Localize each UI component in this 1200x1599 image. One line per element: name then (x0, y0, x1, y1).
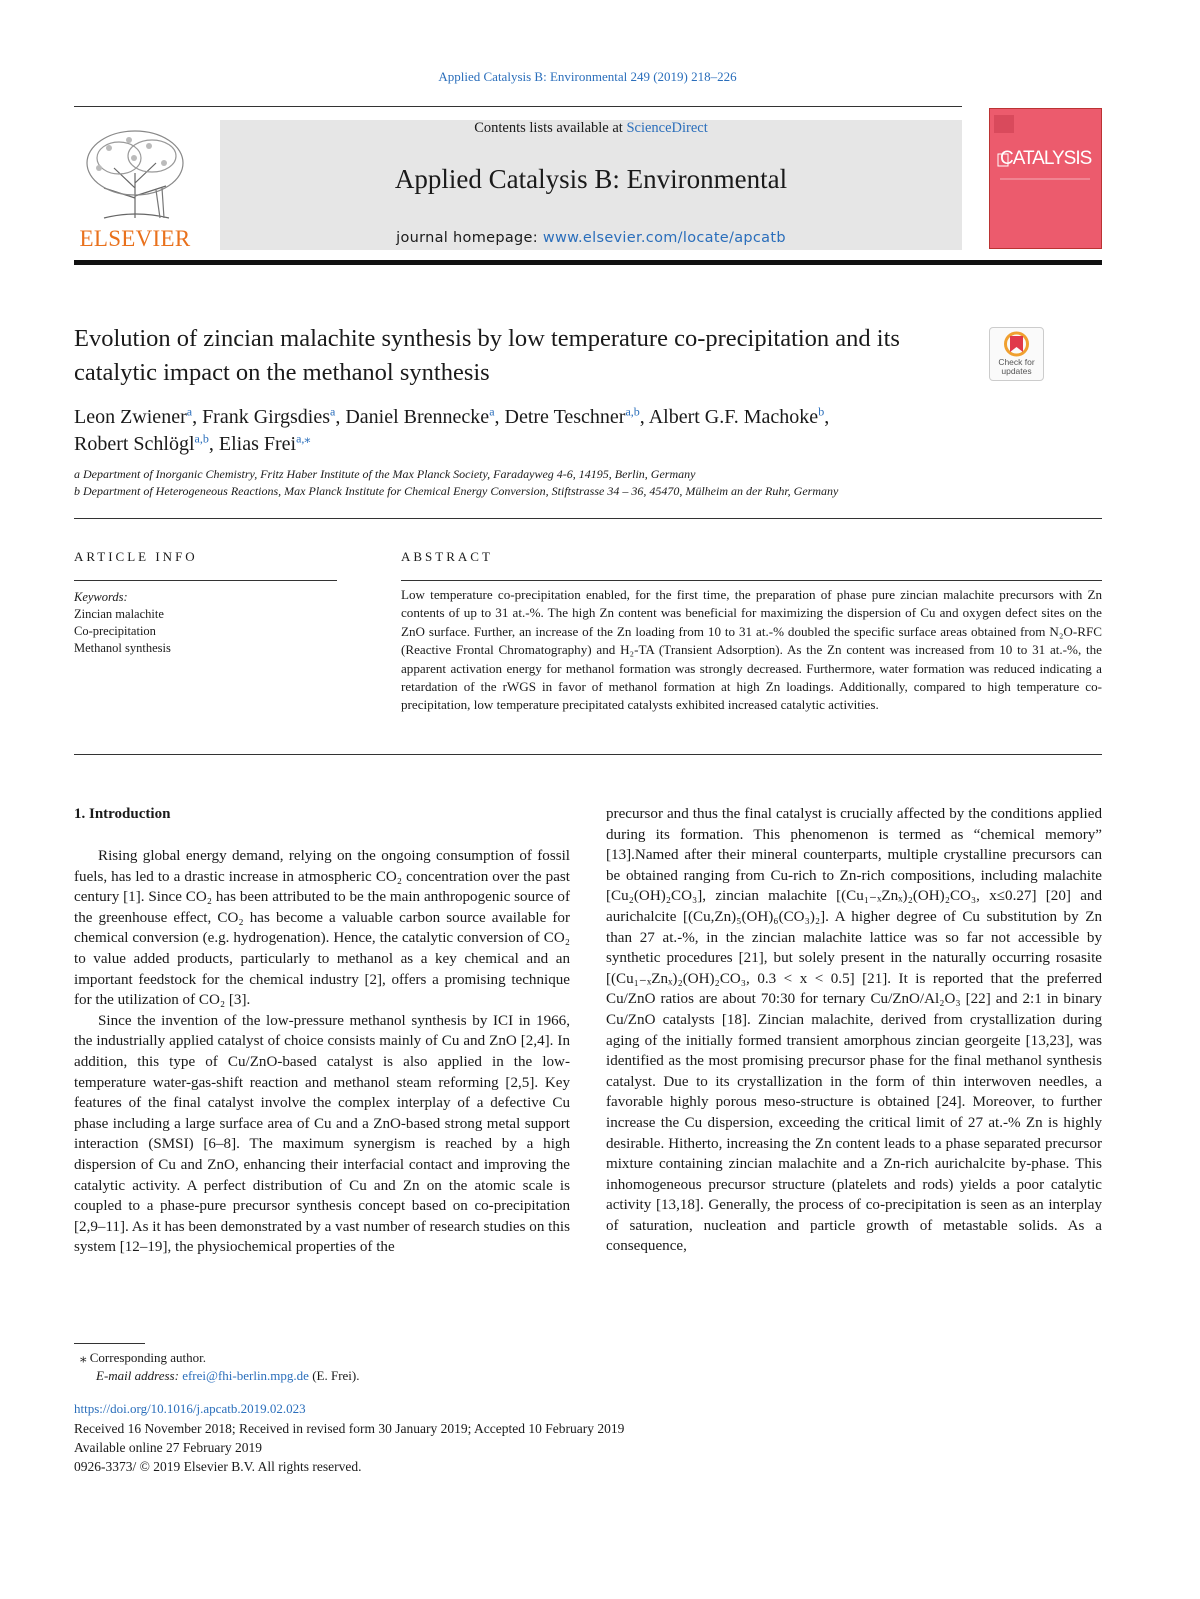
sciencedirect-link[interactable]: ScienceDirect (626, 120, 708, 136)
author-separator: , (192, 406, 203, 428)
author-affiliation-marker[interactable]: a (186, 404, 193, 419)
author-affiliation-marker[interactable]: a (489, 404, 495, 419)
author-separator: , (824, 406, 830, 428)
homepage-line (220, 230, 962, 246)
author-separator: , (494, 406, 505, 428)
abstract-rule (401, 580, 1102, 581)
corresponding-author-note: ⁎ Corresponding author. (80, 1350, 207, 1365)
keywords-label: Keywords: (74, 590, 128, 604)
check-updates-bookmark-icon (990, 328, 1043, 358)
author-affiliation-marker[interactable]: a,b (625, 404, 640, 419)
article-info-rule (74, 580, 337, 581)
homepage-link[interactable]: www.elsevier.com/locate/apcatb (542, 230, 786, 246)
article-info-heading: ARTICLE INFO (74, 549, 198, 564)
abstract-text: Low temperature co-precipitation enabled, for the first time, the preparation of phase pure zincian malachite precursors with Zn contents of up to 31 at.-%. The high Zn content was beneficial for maximizing the dispersion of Cu and oxygen defect sites on the ZnO surface. Further, an increase of the Zn loading from 10 to 31 at.-% doubled the specific surface areas obtained from N₂O-RFC (Reactive Frontal Chromatography) and H₂-TA (Transient Adsorption). As the Zn content was increased from 10 to 31 at.-%, the apparent activation energy for methanol formation was strongly decreased. Furthermore, water formation was reduced indicating a retardation of the rWGS in favor of methanol formation at high Zn loadings. Additionally, compared to high temperature co-precipitation, low temperature precipitated catalysts exhibited increased catalytic activities. (401, 587, 1102, 713)
divider (74, 754, 1102, 755)
doi-link[interactable]: https://doi.org/10.1016/j.apcatb.2019.02.023 (74, 1401, 306, 1416)
header-thick-rule (74, 260, 1102, 265)
received-dates: Received 16 November 2018; Received in revised form 30 January 2019; Accepted 10 February 2019 (74, 1421, 625, 1436)
author-affiliation-marker[interactable]: a,⁎ (296, 431, 311, 446)
author-name: Elias Frei (218, 433, 297, 455)
body-column-right (606, 804, 1102, 1257)
keyword: Zincian malachite (74, 607, 164, 621)
author-affiliation-marker[interactable]: a (330, 404, 336, 419)
author-affiliation-marker[interactable]: a,b (194, 431, 209, 446)
check-updates-label: Check for updates (998, 357, 1035, 376)
body-paragraph: Since the invention of the low-pressure methanol synthesis by ICI in 1966, the industrially applied catalyst of choice consists mainly of Cu and ZnO [2,4]. In addition, this type of Cu/ZnO-based catalyst is also applied in the low-temperature water-gas-shift reaction and methanol steam reforming [2,5]. Key features of the final catalyst involve the complex interplay of a defective Cu phase including a large surface area of Cu and a ZnO-based strong metal support interaction (SMSI) [6–8]. The maximum synergism is reached by a high dispersion of Cu and ZnO, enhancing their interfacial contact and improving the catalytic activity. A perfect distribution of Cu and Zn on the atomic scale is coupled to a phase-pure precursor synthesis concept based on co-precipitation [2,9–11]. As it has been demonstrated by a vast number of research studies on this system [12–19], the physiochemical properties of the (74, 1012, 570, 1256)
author-name: Daniel Brennecke (345, 406, 490, 428)
article-title: Evolution of zincian malachite synthesis by low temperature co-precipitation and its catalytic impact on the methanol synthesis (74, 325, 900, 386)
online-date: Available online 27 February 2019 (74, 1440, 262, 1455)
body-column-left (74, 846, 570, 1258)
author-name: Frank Girgsdies (202, 406, 331, 428)
publisher-wordmark: ELSEVIER (79, 226, 191, 251)
journal-cover-icon[interactable] (989, 108, 1102, 249)
keyword: Co-precipitation (74, 624, 156, 638)
homepage-prefix: journal homepage: (396, 230, 543, 246)
author-separator: , (208, 433, 219, 455)
journal-name: Applied Catalysis B: Environmental (394, 164, 788, 194)
author-name: Detre Teschner (504, 406, 626, 428)
email-link[interactable]: efrei@fhi-berlin.mpg.de (182, 1368, 309, 1383)
article-history (74, 1419, 624, 1476)
contents-prefix: Contents lists available at (474, 120, 627, 136)
keyword: Methanol synthesis (74, 641, 171, 655)
author-name: Leon Zwiener (74, 406, 187, 428)
body-paragraph: precursor and thus the final catalyst is crucially affected by the conditions applied during its formation. This phenomenon is termed as “chemical memory” [13].Named after their mineral counterparts, multiple crystalline precursors can be obtained ranging from Cu-rich to Zn-rich compositions, including malachite [Cu₂(OH)₂CO₃], zincian malachite [(Cu₁₋ₓZnₓ)₂(OH)₂CO₃, x≤0.27] [20] and aurichalcite [(Cu,Zn)₅(OH)₆(CO₃)₂]. A higher degree of Cu substitution by Zn than 27 at.-%, in the zincian malachite lattice was so far not accessible by synthetic procedures [21], but solely present in the naturally occurring rosasite [(Cu₁₋ₓZnₓ)₂(OH)₂CO₃, 0.3 < x < 0.5] [21]. It is reported that the preferred Cu/ZnO ratios are about 70:30 for ternary Cu/ZnO/Al₂O₃ [22] and 2:1 in binary Cu/ZnO catalysts [18]. Zincian malachite, derived from crystallization during aging of the initially formed transient amorphous zincian georgeite [13,23], was identified as the most promising precursor phase for the final methanol synthesis catalyst. Due to its crystallization in the form of thin interwoven needles, a favorable highly porous meso-structure is obtained [24]. Moreover, to further increase the Cu dispersion, exceeding the critical limit of 27 at.-% Zn is highly desirable. Hitherto, increasing the Zn content leads to a phase separated precursor mixture containing zincian malachite and a Zn-rich aurichalcite by-phase. This inhomogeneous precursor structure (platelets and rods) yields a poor catalytic activity [13,18]. Generally, the process of co-precipitation is seen as an interplay of saturation, nucleation and particle growth of metastable solids. As a consequence, (606, 806, 1102, 1255)
cover-title: CATALYSIS (1000, 148, 1092, 169)
keywords-list (74, 606, 171, 657)
author-list (74, 404, 1074, 458)
email-note (96, 1368, 360, 1384)
footnote-rule (74, 1343, 145, 1344)
cover-artwork (990, 109, 1101, 248)
divider (74, 518, 1102, 519)
section-heading: 1. Introduction (74, 806, 171, 822)
author-affiliation-marker[interactable]: b (818, 404, 825, 419)
journal-citation[interactable]: Applied Catalysis B: Environmental 249 (2019) 218–226 (438, 69, 737, 84)
email-suffix: (E. Frei). (308, 1368, 360, 1383)
abstract-heading: ABSTRACT (401, 549, 493, 564)
author-separator: , (639, 406, 649, 428)
email-label: E-mail address: (96, 1368, 183, 1383)
copyright: 0926-3373/ © 2019 Elsevier B.V. All rights reserved. (74, 1459, 362, 1474)
body-paragraph: Rising global energy demand, relying on the ongoing consumption of fossil fuels, has led to a drastic increase in atmospheric CO₂ concentration over the past century [1]. Since CO₂ has been attributed to be the main anthropogenic source of the greenhouse effect, CO₂ has become a valuable carbon source available for chemical conversion (e.g. hydrogenation). Hence, the catalytic conversion of CO₂ to value added products, particularly to methanol as a key chemical and an important feedstock for the chemical industry [2], offers a promising technique for the utilization of CO₂ [3]. (74, 848, 570, 1009)
contents-line (220, 120, 962, 137)
affiliation-a: a Department of Inorganic Chemistry, Fritz Haber Institute of the Max Planck Society, Faradayweg 4-6, 14195, Berlin, Germany (74, 467, 696, 481)
affiliation-b: b Department of Heterogeneous Reactions, Max Planck Institute for Chemical Energy Conversion, Stiftstrasse 34 – 36, 45470, Mülheim an der Ruhr, Germany (74, 484, 839, 498)
author-name: Albert G.F. Machoke (648, 406, 819, 428)
header-rule (74, 106, 962, 107)
author-separator: , (335, 406, 346, 428)
author-name: Robert Schlögl (74, 433, 195, 455)
